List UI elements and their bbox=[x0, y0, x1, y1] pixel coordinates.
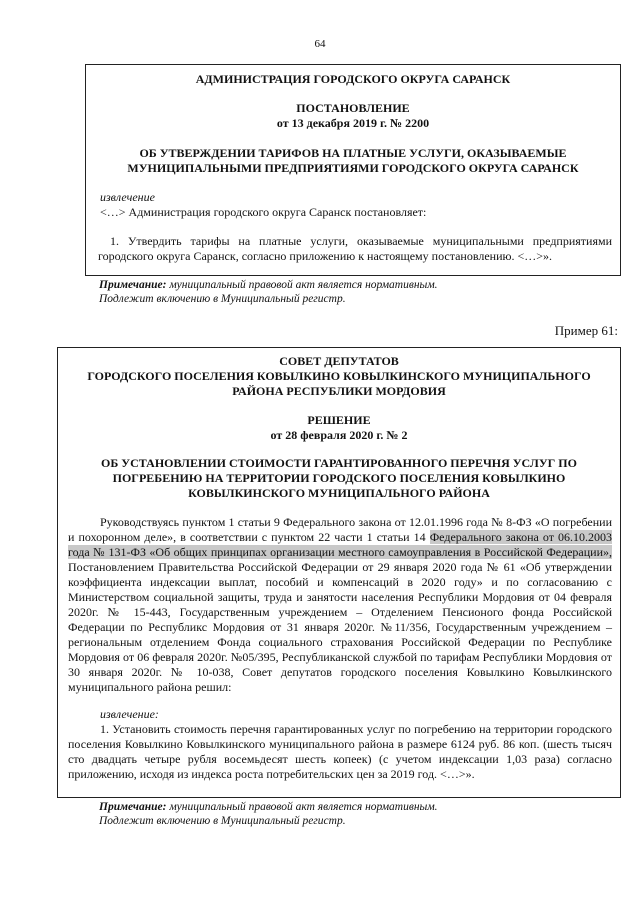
note-2-text: муниципальный правовой акт является нормативным. bbox=[166, 801, 438, 813]
document-box-1 bbox=[85, 64, 621, 276]
note-2 bbox=[99, 800, 438, 828]
note-1-text: муниципальный правовой акт является нормативным. bbox=[166, 279, 438, 291]
doc1-date: от 13 декабря 2019 г. № 2200 bbox=[276, 116, 430, 130]
doc2-title-line-2: ПОГРЕБЕНИЮ НА ТЕРРИТОРИИ ГОРОДСКОГО ПОСЕЛЕНИЯ КОВЫЛКИНО bbox=[112, 471, 566, 485]
document-box-2 bbox=[57, 347, 621, 798]
page-number: 64 bbox=[314, 38, 326, 50]
example-label: Пример 61: bbox=[554, 323, 618, 338]
doc1-doc-type: ПОСТАНОВЛЕНИЕ bbox=[296, 101, 410, 115]
doc2-date: от 28 февраля 2020 г. № 2 bbox=[270, 428, 408, 442]
doc2-authority-line-1: СОВЕТ ДЕПУТАТОВ bbox=[279, 354, 399, 368]
doc2-body-part-2: Постановлением Правительства Российской Федерации от 29 января 2020 года № 61 «Об утверждении коэффициента индексации выплат, пособий и компенсаций в 2020 году» и по согласованию с Министерством социальной защиты, труда и занятости населения Республики Мордовия от 04 февраля 2020г. № 15-443, Государственным учреждением – Отделением Пенсионого фонда Российской Федерации по Республикс Мордовия от 31 января 2020г. №11/356, Государственным учреждением – региональным отделением Фонда социального страхования Российской Федерации по Республике Мордовия от 06 февраля 2020г. №05/395, Республиканской службой по тарифам Республики Мордовия от 30 января 2020г. № 10-038, Совет депутатов городского поселения Ковылкино Ковылкинского муниципального района решил: bbox=[68, 560, 612, 694]
note-1-registry: Подлежит включению в Муниципальный регистр. bbox=[99, 293, 346, 305]
doc2-authority-line-2: ГОРОДСКОГО ПОСЕЛЕНИЯ КОВЫЛКИНО КОВЫЛКИНСКОГО МУНИЦИПАЛЬНОГО bbox=[87, 369, 591, 383]
doc2-body-highlight: Федерального закона от 06.10.2003 года № 131-ФЗ «Об общих принципах организации местного самоуправления в Российской Федерации», bbox=[68, 530, 613, 559]
doc2-title-line-3: КОВЫЛКИНСКОГО МУНИЦИПАЛЬНОГО РАЙОНА bbox=[188, 486, 490, 500]
doc1-preamble: <…> Администрация городского округа Саранск постановляет: bbox=[100, 205, 427, 219]
doc2-title-line-1: ОБ УСТАНОВЛЕНИИ СТОИМОСТИ ГАРАНТИРОВАННОГО ПЕРЕЧНЯ УСЛУГ ПО bbox=[101, 456, 577, 470]
doc1-title-line-1: ОБ УТВЕРЖДЕНИИ ТАРИФОВ НА ПЛАТНЫЕ УСЛУГИ, ОКАЗЫВАЕМЫЕ bbox=[139, 146, 567, 160]
doc1-title-line-2: МУНИЦИПАЛЬНЫМИ ПРЕДПРИЯТИЯМИ ГОРОДСКОГО ОКРУГА САРАНСК bbox=[127, 161, 579, 175]
note-2-label: Примечание: bbox=[99, 801, 167, 813]
note-2-registry: Подлежит включению в Муниципальный регистр. bbox=[99, 815, 346, 827]
note-1-label: Примечание: bbox=[99, 279, 167, 291]
doc1-authority: АДМИНИСТРАЦИЯ ГОРОДСКОГО ОКРУГА САРАНСК bbox=[195, 72, 511, 86]
doc2-body-paragraph bbox=[68, 515, 612, 695]
doc1-item-1: 1. Утвердить тарифы на платные услуги, оказываемые муниципальными предприятиями городского округа Саранск, согласно приложению к настоящему постановлению. <…>». bbox=[98, 234, 612, 263]
doc2-authority-line-3: РАЙОНА РЕСПУБЛИКИ МОРДОВИЯ bbox=[232, 384, 446, 398]
doc2-doc-type: РЕШЕНИЕ bbox=[307, 413, 371, 427]
doc2-extract-label: извлечение: bbox=[100, 707, 159, 721]
doc1-extract-label: извлечение bbox=[100, 190, 155, 204]
doc2-item-1: 1. Установить стоимость перечня гарантированных услуг по погребению на территории городского поселения Ковылкино Ковылкинского муниципального района в размере 6124 руб. 86 коп. (шесть тысяч сто двадцать четыре рубля восемьдесят шесть копеек) (с учетом индексации 1,03 раза) согласно приложению, исходя из индекса роста потребительских цен за 2019 год. <…>». bbox=[68, 722, 612, 781]
doc2-body-part-1: Руководствуясь пунктом 1 статьи 9 Федерального закона от 12.01.1996 года № 8-ФЗ «О погребении и похоронном деле», в соответствии с пунктом 22 части 1 статьи 14 bbox=[68, 515, 612, 544]
note-1 bbox=[99, 278, 438, 306]
